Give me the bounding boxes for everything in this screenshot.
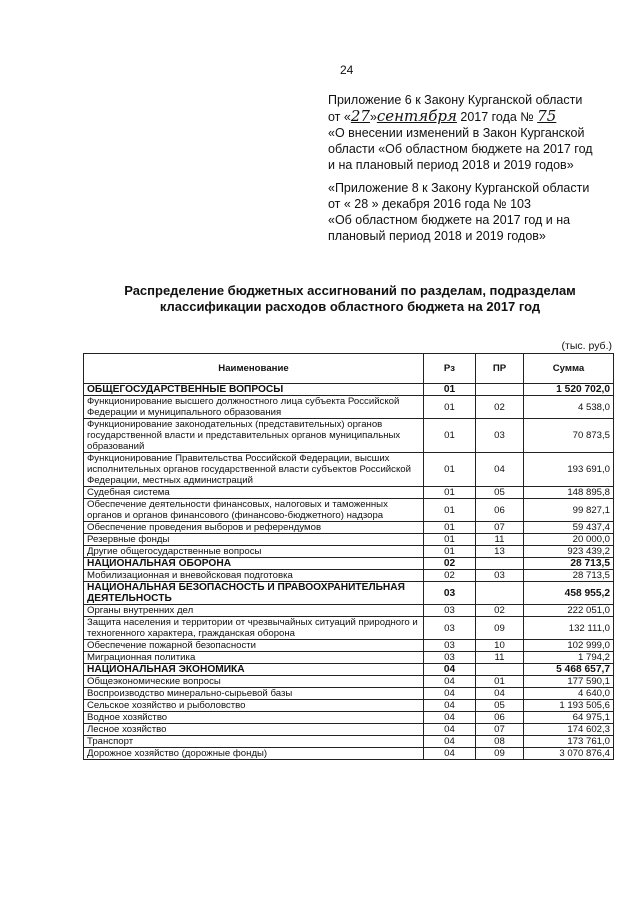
title-line: Распределение бюджетных ассигнований по разделам, подразделам (124, 283, 576, 298)
cell-pr: 08 (476, 736, 524, 748)
cell-name: Мобилизационная и вневойсковая подготовка (84, 570, 424, 582)
cell-sum: 132 111,0 (524, 617, 614, 640)
cell-name: Миграционная политика (84, 652, 424, 664)
cell-pr: 03 (476, 419, 524, 453)
table-row (84, 676, 614, 688)
cell-rz: 04 (424, 736, 476, 748)
cell-sum: 1 193 505,6 (524, 700, 614, 712)
units-label: (тыс. руб.) (561, 340, 612, 352)
table-row (84, 712, 614, 724)
appendix-8-line: плановый период 2018 и 2019 годов» (328, 229, 546, 243)
cell-sum: 174 602,3 (524, 724, 614, 736)
cell-name: Дорожное хозяйство (дорожные фонды) (84, 748, 424, 760)
cell-pr: 11 (476, 534, 524, 546)
cell-pr: 04 (476, 453, 524, 487)
cell-pr: 05 (476, 700, 524, 712)
cell-sum: 20 000,0 (524, 534, 614, 546)
cell-sum: 193 691,0 (524, 453, 614, 487)
cell-rz: 04 (424, 664, 476, 676)
cell-name: Органы внутренних дел (84, 605, 424, 617)
cell-rz: 01 (424, 384, 476, 396)
header-sum: Сумма (524, 354, 614, 384)
cell-rz: 01 (424, 487, 476, 499)
date-prefix: от « (328, 110, 351, 124)
table-row (84, 736, 614, 748)
table-row (84, 522, 614, 534)
appendix-6-line: Приложение 6 к Закону Курганской области (328, 93, 583, 107)
handwritten-number: 75 (537, 107, 557, 125)
cell-pr: 02 (476, 396, 524, 419)
cell-pr: 09 (476, 617, 524, 640)
cell-sum: 177 590,1 (524, 676, 614, 688)
appendix-8-header (328, 180, 618, 244)
table-row (84, 487, 614, 499)
cell-name: Резервные фонды (84, 534, 424, 546)
cell-pr: 11 (476, 652, 524, 664)
cell-rz: 01 (424, 499, 476, 522)
cell-name: Лесное хозяйство (84, 724, 424, 736)
cell-pr: 03 (476, 570, 524, 582)
cell-name: Другие общегосударственные вопросы (84, 546, 424, 558)
cell-rz: 02 (424, 570, 476, 582)
cell-name: Транспорт (84, 736, 424, 748)
appendix-8-line: «Приложение 8 к Закону Курганской области (328, 181, 590, 195)
appendix-6-date-line (328, 108, 618, 125)
table-row (84, 419, 614, 453)
title-line: классификации расходов областного бюджета на 2017 год (159, 299, 541, 314)
section-row (84, 558, 614, 570)
handwritten-month: сентября (376, 107, 457, 125)
cell-sum: 99 827,1 (524, 499, 614, 522)
cell-pr: 02 (476, 605, 524, 617)
cell-name: ОБЩЕГОСУДАРСТВЕННЫЕ ВОПРОСЫ (84, 384, 424, 396)
cell-sum: 923 439,2 (524, 546, 614, 558)
table-row (84, 748, 614, 760)
section-row (84, 582, 614, 605)
cell-sum: 5 468 657,7 (524, 664, 614, 676)
cell-sum: 59 437,4 (524, 522, 614, 534)
cell-pr (476, 558, 524, 570)
table-row (84, 499, 614, 522)
cell-name: НАЦИОНАЛЬНАЯ БЕЗОПАСНОСТЬ И ПРАВООХРАНИТЕЛЬНАЯ ДЕЯТЕЛЬНОСТЬ (84, 582, 424, 605)
cell-sum: 458 955,2 (524, 582, 614, 605)
cell-pr: 07 (476, 724, 524, 736)
cell-name: Защита населения и территории от чрезвычайных ситуаций природного и техногенного характера, гражданская оборона (84, 617, 424, 640)
cell-sum: 173 761,0 (524, 736, 614, 748)
section-row (84, 384, 614, 396)
table-row (84, 617, 614, 640)
cell-pr: 10 (476, 640, 524, 652)
cell-name: Обеспечение пожарной безопасности (84, 640, 424, 652)
table-row (84, 652, 614, 664)
cell-rz: 03 (424, 617, 476, 640)
cell-rz: 03 (424, 640, 476, 652)
document-title (90, 283, 610, 315)
handwritten-day: 27 (350, 107, 370, 125)
appendix-6-line: области «Об областном бюджете на 2017 год (328, 142, 593, 156)
cell-rz: 02 (424, 558, 476, 570)
cell-rz: 01 (424, 546, 476, 558)
cell-rz: 01 (424, 419, 476, 453)
cell-rz: 01 (424, 453, 476, 487)
page-number: 24 (340, 63, 354, 77)
cell-name: Общеэкономические вопросы (84, 676, 424, 688)
table-row (84, 724, 614, 736)
cell-pr: 05 (476, 487, 524, 499)
cell-rz: 04 (424, 712, 476, 724)
cell-rz: 03 (424, 605, 476, 617)
cell-rz: 01 (424, 396, 476, 419)
date-year: 2017 года № (456, 110, 538, 124)
cell-sum: 102 999,0 (524, 640, 614, 652)
cell-name: Обеспечение деятельности финансовых, налоговых и таможенных органов и органов финансового (финансово-бюджетного) надзора (84, 499, 424, 522)
cell-sum: 1 794,2 (524, 652, 614, 664)
cell-name: Функционирование высшего должностного лица субъекта Российской Федерации и муниципального образования (84, 396, 424, 419)
table-row (84, 570, 614, 582)
appendix-6-line: и на плановый период 2018 и 2019 годов» (328, 158, 574, 172)
header-name: Наименование (84, 354, 424, 384)
table-row (84, 605, 614, 617)
header-rz: Рз (424, 354, 476, 384)
cell-pr (476, 582, 524, 605)
cell-name: Функционирование законодательных (представительных) органов государственной власти и представительных органов муниципальных образований (84, 419, 424, 453)
cell-pr: 04 (476, 688, 524, 700)
table-row (84, 534, 614, 546)
header-pr: ПР (476, 354, 524, 384)
cell-rz: 01 (424, 522, 476, 534)
cell-sum: 222 051,0 (524, 605, 614, 617)
cell-pr: 13 (476, 546, 524, 558)
appendix-6-line: «О внесении изменений в Закон Курганской (328, 126, 585, 140)
cell-sum: 28 713,5 (524, 558, 614, 570)
cell-rz: 04 (424, 748, 476, 760)
cell-name: Водное хозяйство (84, 712, 424, 724)
cell-name: Функционирование Правительства Российской Федерации, высших исполнительных органов государственной власти субъектов Российской Федерации, местных администраций (84, 453, 424, 487)
cell-name: НАЦИОНАЛЬНАЯ ЭКОНОМИКА (84, 664, 424, 676)
cell-pr: 07 (476, 522, 524, 534)
table-header-row (84, 354, 614, 384)
appendix-8-line: от « 28 » декабря 2016 года № 103 (328, 197, 531, 211)
section-row (84, 664, 614, 676)
cell-pr: 06 (476, 712, 524, 724)
appendix-8-line: «Об областном бюджете на 2017 год и на (328, 213, 571, 227)
cell-pr (476, 664, 524, 676)
cell-sum: 70 873,5 (524, 419, 614, 453)
cell-rz: 01 (424, 534, 476, 546)
cell-name: Судебная система (84, 487, 424, 499)
cell-sum: 3 070 876,4 (524, 748, 614, 760)
cell-name: Воспроизводство минерально-сырьевой базы (84, 688, 424, 700)
cell-rz: 03 (424, 582, 476, 605)
cell-rz: 03 (424, 652, 476, 664)
table-row (84, 640, 614, 652)
table-row (84, 700, 614, 712)
cell-pr (476, 384, 524, 396)
appendix-6-header (328, 92, 618, 173)
cell-pr: 06 (476, 499, 524, 522)
date-quote: » (369, 110, 377, 124)
cell-rz: 04 (424, 676, 476, 688)
cell-rz: 04 (424, 700, 476, 712)
cell-name: Обеспечение проведения выборов и референдумов (84, 522, 424, 534)
cell-sum: 4 640,0 (524, 688, 614, 700)
cell-rz: 04 (424, 724, 476, 736)
cell-sum: 64 975,1 (524, 712, 614, 724)
table-body (84, 384, 614, 760)
table-row (84, 688, 614, 700)
cell-sum: 4 538,0 (524, 396, 614, 419)
cell-pr: 01 (476, 676, 524, 688)
cell-rz: 04 (424, 688, 476, 700)
table-row (84, 546, 614, 558)
cell-sum: 148 895,8 (524, 487, 614, 499)
table-row (84, 453, 614, 487)
cell-name: Сельское хозяйство и рыболовство (84, 700, 424, 712)
cell-sum: 1 520 702,0 (524, 384, 614, 396)
table-row (84, 396, 614, 419)
cell-pr: 09 (476, 748, 524, 760)
budget-table (83, 353, 614, 760)
cell-name: НАЦИОНАЛЬНАЯ ОБОРОНА (84, 558, 424, 570)
cell-sum: 28 713,5 (524, 570, 614, 582)
